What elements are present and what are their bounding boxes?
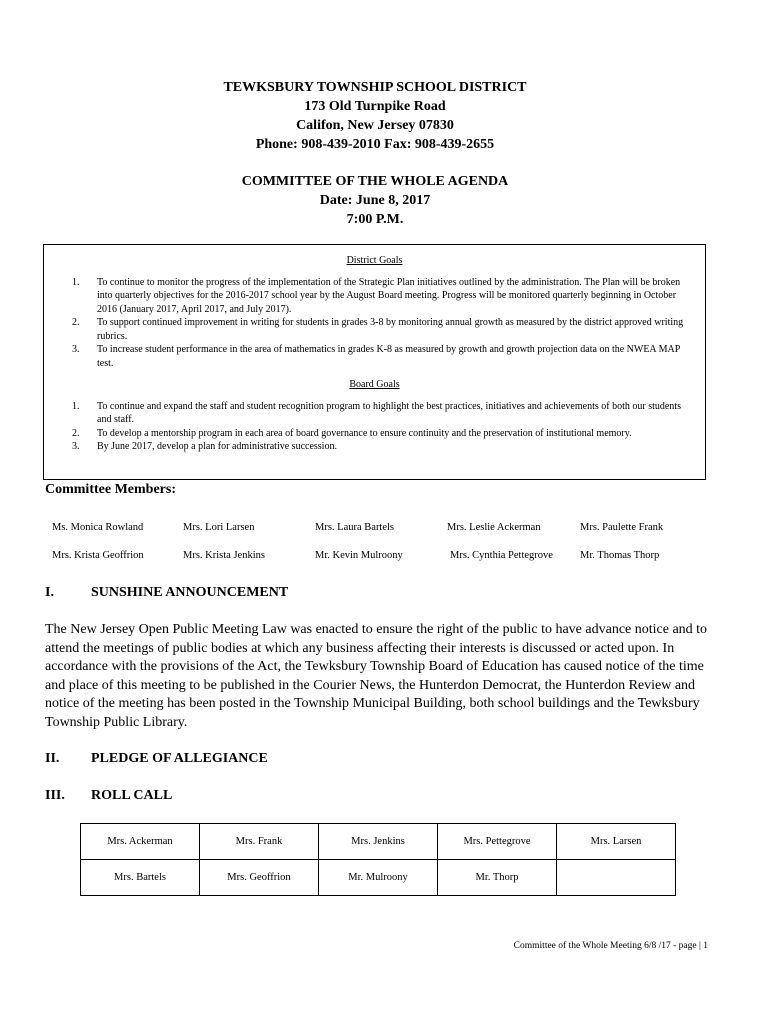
committee-member: Mrs. Krista Geoffrion — [52, 550, 144, 561]
list-item-number: 3. — [72, 344, 80, 355]
goals-box — [43, 244, 706, 480]
page-footer: Committee of the Whole Meeting 6/8 /17 - page | 1 — [513, 941, 708, 951]
list-item-text: To increase student performance in the area of mathematics in grades K-8 as measured by growth and growth projection data on the NWEA MAP test. — [97, 344, 680, 369]
section-title: PLEDGE OF ALLEGIANCE — [91, 751, 268, 766]
committee-member: Mrs. Paulette Frank — [580, 522, 664, 533]
table-cell — [557, 860, 676, 896]
table-row — [81, 824, 676, 860]
document-header — [0, 78, 750, 154]
table-cell: Mr. Thorp — [438, 860, 557, 896]
list-item-number: 3. — [72, 441, 80, 452]
section-title: ROLL CALL — [91, 788, 173, 803]
list-item-text: To continue and expand the staff and student recognition program to highlight the best practices, initiatives and achievements of both our students and staff. — [97, 400, 681, 425]
list-item-text: By June 2017, develop a plan for administrative succession. — [97, 441, 337, 452]
agenda-date: Date: June 8, 2017 — [319, 193, 431, 208]
section-title: SUNSHINE ANNOUNCEMENT — [91, 585, 289, 600]
agenda-time: 7:00 P.M. — [346, 212, 404, 227]
section-heading-sunshine — [45, 585, 288, 601]
list-item-text: To develop a mentorship program in each area of board governance to ensure continuity and the preservation of institutional memory. — [97, 427, 632, 439]
list-item — [44, 276, 695, 317]
committee-member: Mr. Thomas Thorp — [580, 550, 660, 561]
section-number: I. — [45, 585, 54, 600]
list-item-number: 2. — [72, 317, 80, 328]
section-number: III. — [45, 788, 65, 803]
committee-member: Mrs. Lori Larsen — [183, 522, 255, 533]
section-heading-pledge — [45, 751, 268, 767]
section-heading-roll-call — [45, 788, 172, 804]
committee-members-heading: Committee Members: — [45, 482, 176, 497]
table-cell: Mrs. Bartels — [81, 860, 200, 896]
district-address: 173 Old Turnpike Road — [304, 99, 446, 114]
committee-member: Ms. Monica Rowland — [52, 522, 144, 533]
district-phone-fax: Phone: 908-439-2010 Fax: 908-439-2655 — [255, 137, 495, 152]
table-cell: Mrs. Jenkins — [319, 824, 438, 860]
roll-call-table — [80, 823, 676, 896]
table-cell: Mr. Mulroony — [319, 860, 438, 896]
committee-member: Mrs. Cynthia Pettegrove — [450, 550, 553, 561]
agenda-title: COMMITTEE OF THE WHOLE AGENDA — [241, 174, 509, 189]
district-name: TEWKSBURY TOWNSHIP SCHOOL DISTRICT — [223, 80, 527, 95]
section-number: II. — [45, 751, 60, 766]
list-item-text: To continue to monitor the progress of the implementation of the Strategic Plan initiatives outlined by the administration. The Plan will be broken into quarterly objectives for the 2016-2017 school year by the August Board meeting. Progress will be monitored quarterly beginning in October 2016 (January 2017, April 2017, and July 2017). — [97, 276, 681, 315]
list-item-number: 2. — [72, 427, 80, 439]
table-cell: Mrs. Ackerman — [81, 824, 200, 860]
sunshine-paragraph: The New Jersey Open Public Meeting Law was enacted to ensure the right of the public to have advance notice and to attend the meetings of public bodies at which any business affecting their interests is discussed or acted upon. In accordance with the provisions of the Act, the Tewksbury Township Board of Education has caused notice of the time and place of this meeting to be published in the Courier News, the Hunterdon Democrat, the Hunterdon Review and notice of the meeting has been posted in the Township Municipal Building, both school buildings and the Tewksbury Township Public Library. — [45, 622, 708, 730]
committee-member: Mrs. Krista Jenkins — [183, 550, 265, 561]
list-item — [44, 343, 695, 370]
list-item — [44, 400, 695, 427]
list-item-number: 1. — [72, 276, 80, 288]
table-row — [81, 860, 676, 896]
list-item — [44, 427, 695, 441]
table-cell: Mrs. Geoffrion — [200, 860, 319, 896]
table-cell: Mrs. Frank — [200, 824, 319, 860]
district-city: Califon, New Jersey 07830 — [296, 118, 454, 133]
table-cell: Mrs. Pettegrove — [438, 824, 557, 860]
district-goals-title: District Goals — [346, 255, 403, 266]
agenda-heading — [0, 172, 750, 229]
list-item — [44, 316, 695, 343]
committee-member: Mr. Kevin Mulroony — [315, 550, 403, 561]
list-item-number: 1. — [72, 400, 80, 412]
board-goals-list — [44, 400, 695, 454]
committee-member: Mrs. Laura Bartels — [315, 522, 395, 533]
list-item — [44, 440, 695, 454]
board-goals-title: Board Goals — [349, 379, 400, 390]
table-cell: Mrs. Larsen — [557, 824, 676, 860]
district-goals-list — [44, 276, 695, 371]
list-item-text: To support continued improvement in writing for students in grades 3-8 by monitoring annual growth as measured by the district approved writing rubrics. — [97, 317, 684, 342]
committee-member: Mrs. Leslie Ackerman — [447, 522, 541, 533]
